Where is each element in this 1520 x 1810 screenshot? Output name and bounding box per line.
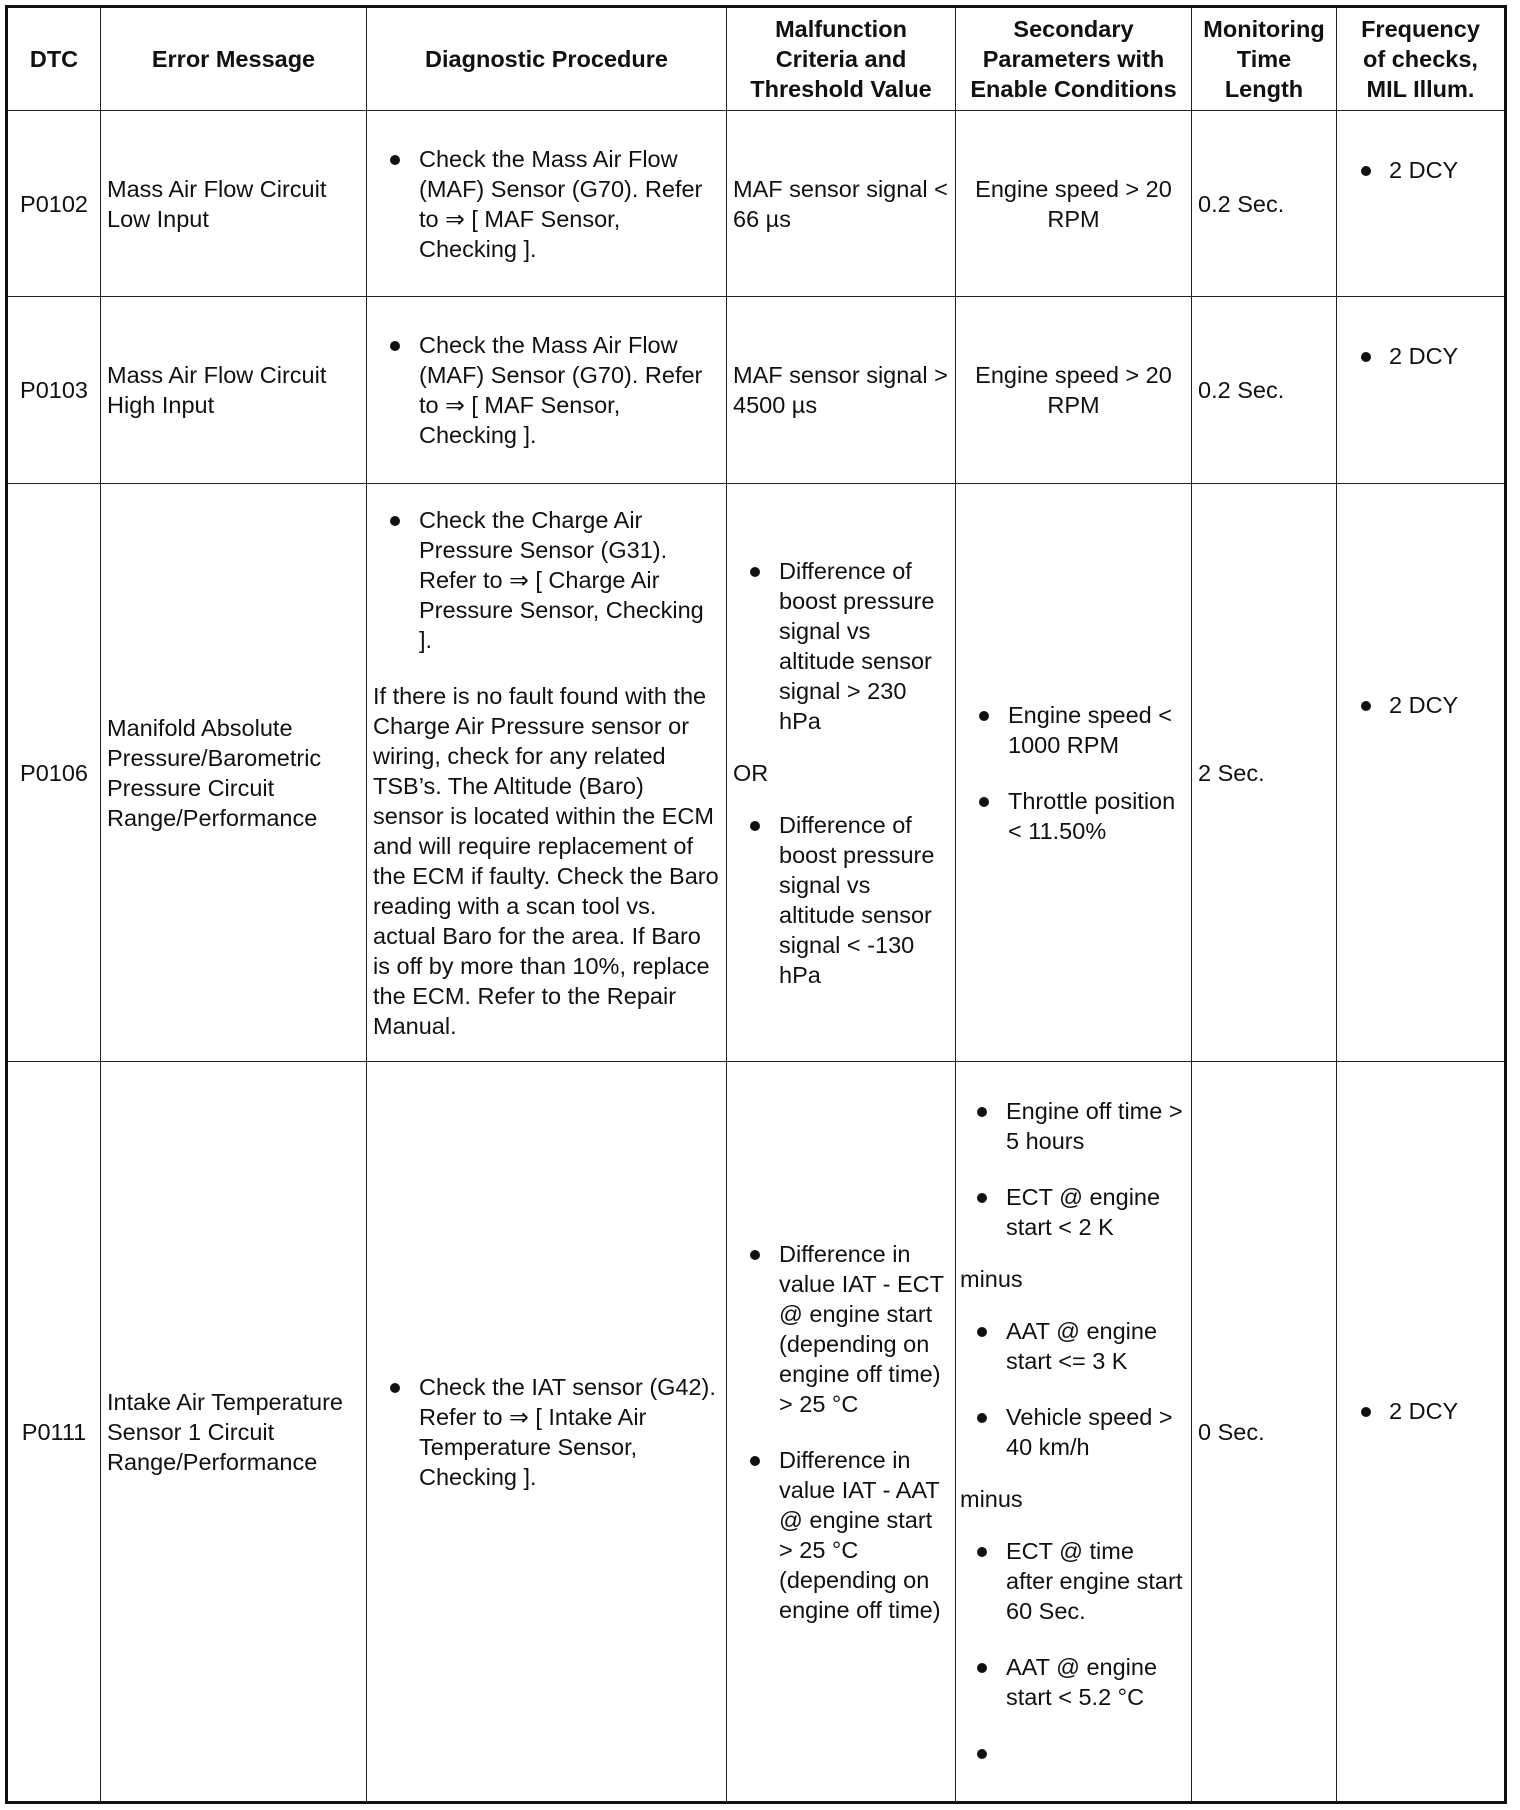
criteria-bullet: Difference of boost pressure signal vs altitude sensor signal > 230 hPa bbox=[733, 556, 949, 736]
secondary-separator: minus bbox=[960, 1485, 1023, 1512]
secondary-bullet: Engine off time > 5 hours bbox=[960, 1096, 1187, 1156]
header-error-message: Error Message bbox=[101, 7, 367, 111]
table-row bbox=[7, 1062, 1506, 1803]
header-dtc: DTC bbox=[7, 7, 101, 111]
frequency-cell bbox=[1337, 484, 1506, 1062]
error-message: Manifold Absolute Pressure/Barometric Pressure Circuit Range/Performance bbox=[101, 484, 367, 1062]
dtc-code: P0111 bbox=[7, 1062, 101, 1803]
secondary-bullet: Vehicle speed > 40 km/h bbox=[960, 1402, 1187, 1462]
procedure-note: If there is no fault found with the Charge Air Pressure sensor or wiring, check for any related TSB’s. The Altitude (Baro) sensor is located within the ECM and will require replacement of the ECM if faulty. Check the Baro reading with a scan tool vs. actual Baro for the area. If Baro is off by more than 10%, replace the ECM. Refer to the Repair Manual. bbox=[373, 682, 719, 1039]
secondary-bullet: AAT @ engine start <= 3 K bbox=[960, 1316, 1187, 1376]
procedure-bullet: Check the IAT sensor (G42). Refer to ⇒ [ Intake Air Temperature Sensor, Checking ]. bbox=[373, 1372, 720, 1492]
monitoring-time: 0.2 Sec. bbox=[1192, 111, 1337, 297]
frequency-cell bbox=[1337, 111, 1506, 297]
header-row bbox=[7, 7, 1506, 111]
secondary-bullet: ECT @ engine start < 2 K bbox=[960, 1182, 1187, 1242]
header-secondary-parameters: Secondary Parameters with Enable Conditions bbox=[956, 7, 1192, 111]
secondary-bullet: AAT @ engine start < 5.2 °C bbox=[960, 1652, 1187, 1712]
diagnostic-procedure bbox=[367, 111, 727, 297]
header-monitoring-time: Monitoring Time Length bbox=[1192, 7, 1337, 111]
monitoring-time: 2 Sec. bbox=[1192, 484, 1337, 1062]
criteria-bullet: Difference in value IAT - AAT @ engine start > 25 °C (depending on engine off time) bbox=[733, 1445, 949, 1625]
diagnostic-procedure bbox=[367, 1062, 727, 1803]
secondary-parameters bbox=[956, 484, 1192, 1062]
procedure-bullet: Check the Mass Air Flow (MAF) Sensor (G70). Refer to ⇒ [ MAF Sensor, Checking ]. bbox=[373, 144, 720, 264]
dtc-table bbox=[5, 5, 1507, 1804]
document-page bbox=[5, 5, 1504, 1800]
secondary-bullet: Engine speed < 1000 RPM bbox=[962, 700, 1185, 760]
frequency-value: 2 DCY bbox=[1343, 341, 1498, 371]
criteria-separator: OR bbox=[733, 759, 769, 786]
secondary-parameters bbox=[956, 1062, 1192, 1803]
header-frequency: Frequency of checks, MIL Illum. bbox=[1337, 7, 1506, 111]
frequency-value: 2 DCY bbox=[1343, 155, 1498, 185]
secondary-bullet: Throttle position < 11.50% bbox=[962, 786, 1185, 846]
error-message: Mass Air Flow Circuit High Input bbox=[101, 297, 367, 484]
procedure-bullet: Check the Mass Air Flow (MAF) Sensor (G70). Refer to ⇒ [ MAF Sensor, Checking ]. bbox=[373, 330, 720, 450]
malfunction-criteria bbox=[727, 484, 956, 1062]
header-diagnostic-procedure: Diagnostic Procedure bbox=[367, 7, 727, 111]
frequency-cell bbox=[1337, 297, 1506, 484]
malfunction-criteria bbox=[727, 1062, 956, 1803]
header-malfunction-criteria: Malfunction Criteria and Threshold Value bbox=[727, 7, 956, 111]
malfunction-criteria: MAF sensor signal < 66 µs bbox=[727, 111, 956, 297]
table-row bbox=[7, 484, 1506, 1062]
table-row bbox=[7, 297, 1506, 484]
table-row bbox=[7, 111, 1506, 297]
dtc-code: P0106 bbox=[7, 484, 101, 1062]
secondary-separator: minus bbox=[960, 1265, 1023, 1292]
frequency-value: 2 DCY bbox=[1343, 690, 1498, 720]
diagnostic-procedure bbox=[367, 484, 727, 1062]
secondary-parameters: Engine speed > 20 RPM bbox=[956, 297, 1192, 484]
error-message: Intake Air Temperature Sensor 1 Circuit Range/Performance bbox=[101, 1062, 367, 1803]
malfunction-criteria: MAF sensor signal > 4500 µs bbox=[727, 297, 956, 484]
monitoring-time: 0.2 Sec. bbox=[1192, 297, 1337, 484]
procedure-bullet: Check the Charge Air Pressure Sensor (G31). Refer to ⇒ [ Charge Air Pressure Sensor, Checking ]. bbox=[373, 505, 720, 655]
secondary-bullet: ECT @ time after engine start 60 Sec. bbox=[960, 1536, 1187, 1626]
monitoring-time: 0 Sec. bbox=[1192, 1062, 1337, 1803]
criteria-bullet: Difference of boost pressure signal vs altitude sensor signal < -130 hPa bbox=[733, 810, 949, 990]
error-message: Mass Air Flow Circuit Low Input bbox=[101, 111, 367, 297]
dtc-code: P0103 bbox=[7, 297, 101, 484]
diagnostic-procedure bbox=[367, 297, 727, 484]
criteria-bullet: Difference in value IAT - ECT @ engine start (depending on engine off time) > 25 °C bbox=[733, 1239, 949, 1419]
dtc-code: P0102 bbox=[7, 111, 101, 297]
frequency-value: 2 DCY bbox=[1343, 1396, 1498, 1426]
secondary-parameters: Engine speed > 20 RPM bbox=[956, 111, 1192, 297]
secondary-bullet-empty bbox=[960, 1738, 1187, 1768]
frequency-cell bbox=[1337, 1062, 1506, 1803]
